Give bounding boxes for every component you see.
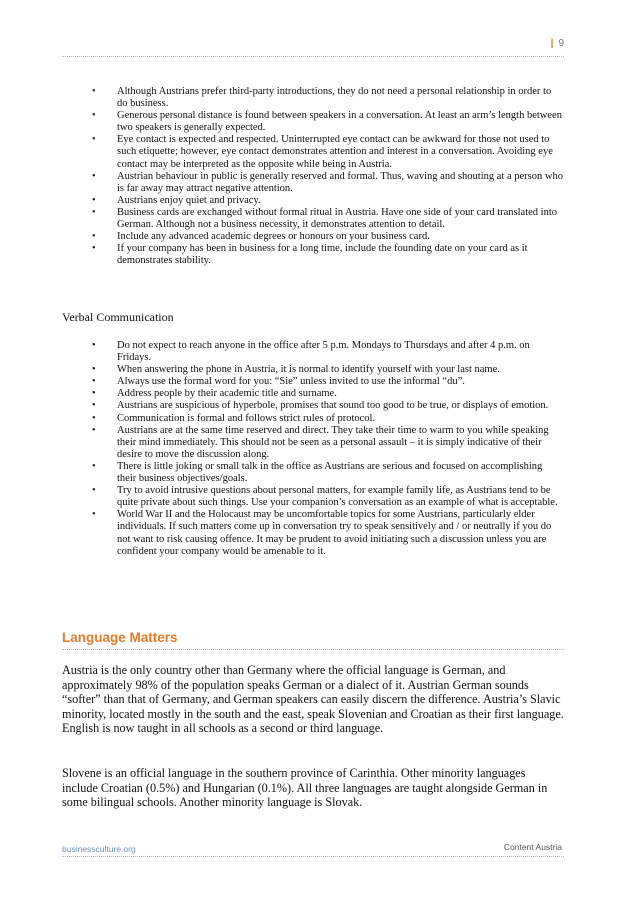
list-item: • Generous personal distance is found between speakers in a conversation. At least an arm’s length between two speakers is generally expected. (62, 110, 564, 134)
list-item: • Communication is formal and follows strict rules of protocol. (62, 413, 564, 425)
list-item: • Try to avoid intrusive questions about personal matters, for example family life, as Austrians tend to be quite private about such things. Use your companion’s conversation as an example of what is acceptable. (62, 485, 564, 509)
list-item: • Do not expect to reach anyone in the office after 5 p.m. Mondays to Thursdays and after 4 p.m. on Fridays. (62, 340, 564, 364)
page-footer (62, 842, 564, 857)
list-item: • World War II and the Holocaust may be uncomfortable topics for some Austrians, particularly elder individuals. If such matters come up in conversation try to speak sensitively and / or neutrally if you do not want to risk causing offence. It may be prudent to avoid initiating such a discussion unless you are confident your company would be amenable to it. (62, 509, 564, 557)
language-paragraph-1: Austria is the only country other than Germany where the official language is German, and approximately 98% of the population speaks German or a dialect of it. Austrian German sounds “softer” than that of Germany, and German speakers can easily discern the difference. Austria’s Slavic minority, located mostly in the south and the east, speak Slovenian and Croatian as their first language. English is now taught in all schools as a second or third language. (62, 663, 564, 736)
language-matters-heading: Language Matters (62, 630, 564, 650)
footer-section-label: Content Austria (503, 842, 562, 852)
list-item: • Although Austrians prefer third-party introductions, they do not need a personal relationship in order to do business. (62, 86, 564, 110)
etiquette-bullet-list (62, 86, 564, 267)
page-number-value: 9 (558, 38, 564, 49)
page-number-separator: | (550, 38, 554, 49)
list-item: • Austrians enjoy quiet and privacy. (62, 195, 564, 207)
list-item: • Eye contact is expected and respected. Uninterrupted eye contact can be awkward for those not used to such etiquette; however, eye contact demonstrates attention and interest in a conversation. Avoiding eye contact may be interpreted as the opposite while being in Austria. (62, 134, 564, 170)
page-header (62, 34, 564, 57)
list-item: • There is little joking or small talk in the office as Austrians are serious and focused on accomplishing their business objectives/goals. (62, 461, 564, 485)
page-number (551, 38, 564, 49)
list-item: • Austrians are suspicious of hyperbole, promises that sound too good to be true, or displays of emotion. (62, 400, 564, 412)
verbal-communication-heading: Verbal Communication (62, 310, 174, 324)
footer-site-link[interactable]: businessculture.org (62, 844, 136, 854)
list-item: • If your company has been in business for a long time, include the founding date on your card as it demonstrates stability. (62, 243, 564, 267)
list-item: • Austrians are at the same time reserved and direct. They take their time to warm to you while speaking their mind immediately. This should not be seen as a personal assault – it is simply indicative of their desire to move the discussion along. (62, 425, 564, 461)
list-item: • Business cards are exchanged without formal ritual in Austria. Have one side of your card translated into German. Although not a business necessity, it demonstrates attention to detail. (62, 207, 564, 231)
verbal-communication-bullet-list (62, 340, 564, 558)
list-item: • Include any advanced academic degrees or honours on your business card. (62, 231, 564, 243)
list-item: • Always use the formal word for you: “Sie” unless invited to use the informal “du”. (62, 376, 564, 388)
list-item: • When answering the phone in Austria, it is normal to identify yourself with your last name. (62, 364, 564, 376)
list-item: • Austrian behaviour in public is generally reserved and formal. Thus, waving and shouting at a person who is far away may attract negative attention. (62, 171, 564, 195)
language-paragraph-2: Slovene is an official language in the southern province of Carinthia. Other minority languages include Croatian (0.5%) and Hungarian (0.1%). All three languages are taught alongside German in some bilingual schools. Another minority language is Slovak. (62, 766, 548, 810)
list-item: • Address people by their academic title and surname. (62, 388, 564, 400)
